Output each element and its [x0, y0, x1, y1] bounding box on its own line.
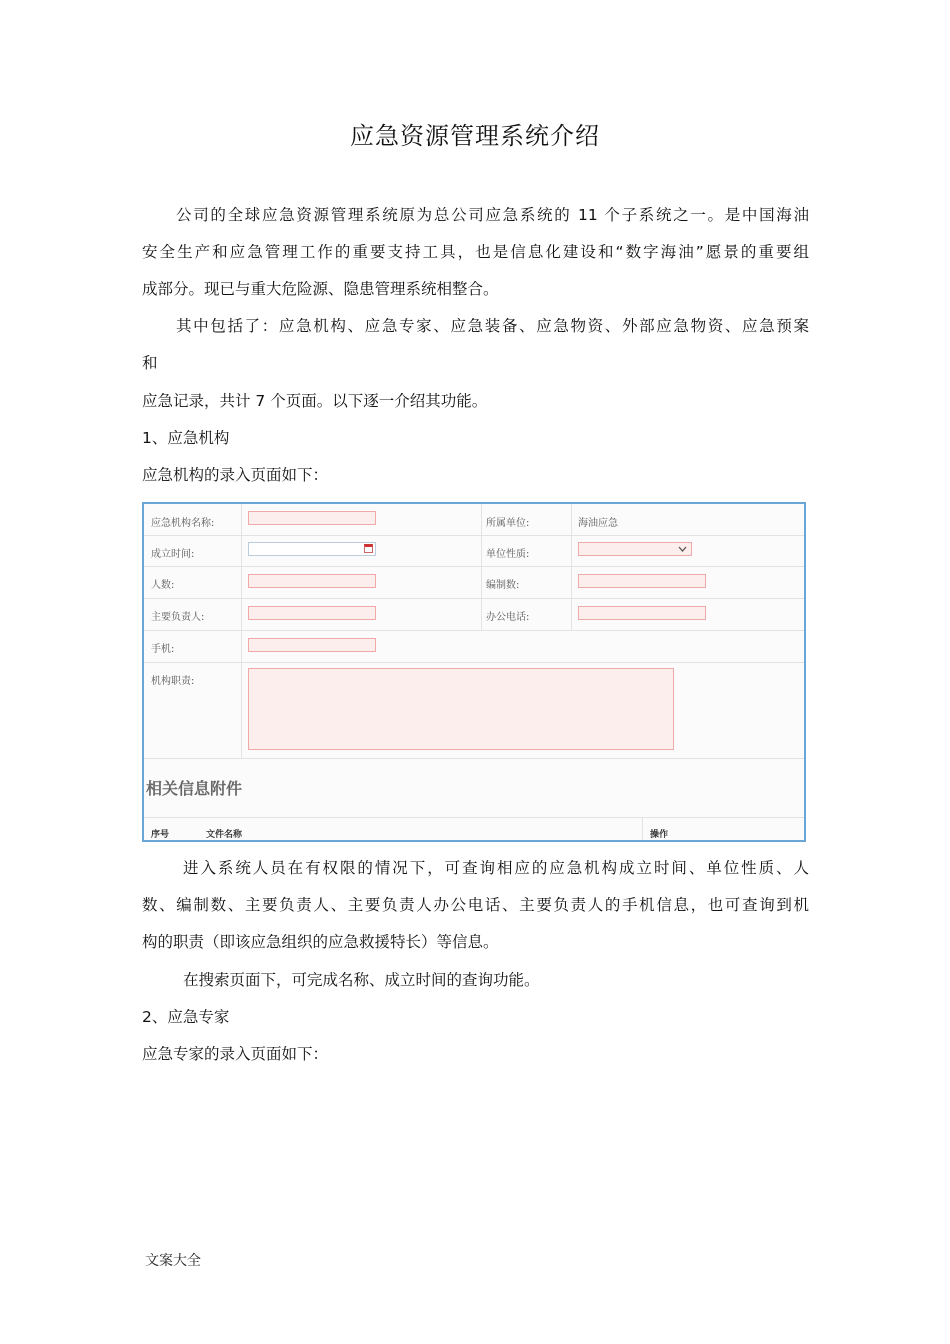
calendar-icon[interactable]	[364, 544, 373, 553]
intro-line-1: 公司的全球应急资源管理系统原为总公司应急系统的 11 个子系统之一。是中国海油	[176, 206, 809, 224]
footer-text: 文案大全	[145, 1253, 201, 1269]
section-1-heading: 1、应急机构	[142, 429, 230, 447]
section-2-heading: 2、应急专家	[142, 1008, 230, 1026]
contains-line-3: 应急记录，共计 7 个页面。以下逐一介绍其功能。	[142, 392, 488, 410]
staffing-label: 编制数:	[486, 580, 520, 591]
attachments-spacer	[144, 800, 804, 818]
office-phone-input[interactable]	[578, 606, 706, 620]
form-row-people	[144, 566, 804, 599]
office-phone-label: 办公电话:	[486, 612, 530, 623]
contains-line-2: 和	[142, 354, 158, 372]
leader-label: 主要负责人:	[151, 612, 205, 623]
people-input[interactable]	[248, 574, 376, 588]
founded-date-input[interactable]	[248, 542, 376, 556]
form-row-leader	[144, 598, 804, 631]
section-1-caption: 应急机构的录入页面如下：	[142, 466, 329, 484]
section-2-caption: 应急专家的录入页面如下：	[142, 1045, 329, 1063]
attachments-header-row	[144, 817, 804, 842]
org-entry-form-screenshot	[142, 502, 806, 842]
intro-line-3: 成部分。现已与重大危险源、隐患管理系统相整合。	[142, 280, 499, 298]
body1-line-2: 数、编制数、主要负责人、主要负责人办公电话、主要负责人的手机信息，也可查询到机	[142, 896, 809, 914]
org-name-label: 应急机构名称:	[151, 518, 215, 529]
col-action-header: 操作	[650, 830, 669, 840]
mobile-label: 手机:	[151, 644, 175, 655]
page-title: 应急资源管理系统介绍	[350, 122, 600, 150]
chevron-down-icon	[678, 546, 687, 553]
form-row-mobile	[144, 630, 804, 663]
intro-line-2: 安全生产和应急管理工作的重要支持工具，也是信息化建设和“数字海油”愿景的重要组	[142, 243, 809, 261]
form-row-org-name	[144, 504, 804, 536]
founded-label: 成立时间:	[151, 549, 195, 560]
mobile-input[interactable]	[248, 638, 376, 652]
body1-line-1: 进入系统人员在有权限的情况下，可查询相应的应急机构成立时间、单位性质、人	[183, 859, 809, 877]
org-name-input[interactable]	[248, 511, 376, 525]
unit-label: 所属单位:	[486, 518, 530, 529]
duty-textarea[interactable]	[248, 668, 674, 750]
leader-input[interactable]	[248, 606, 376, 620]
people-label: 人数:	[151, 580, 175, 591]
unit-type-select[interactable]	[578, 542, 692, 556]
form-row-duty	[144, 662, 804, 759]
header-divider	[642, 817, 643, 842]
body2: 在搜索页面下，可完成名称、成立时间的查询功能。	[183, 971, 540, 989]
form-row-founded	[144, 535, 804, 567]
body1-line-3: 构的职责（即该应急组织的应急救援特长）等信息。	[142, 933, 499, 951]
unit-type-label: 单位性质:	[486, 549, 530, 560]
attachments-title: 相关信息附件	[146, 779, 243, 798]
duty-label: 机构职责:	[151, 676, 195, 687]
col-index-header: 序号	[151, 830, 170, 840]
contains-line-1: 其中包括了：应急机构、应急专家、应急装备、应急物资、外部应急物资、应急预案	[176, 317, 809, 335]
staffing-input[interactable]	[578, 574, 706, 588]
col-filename-header: 文件名称	[206, 830, 243, 840]
unit-value: 海油应急	[578, 518, 618, 529]
